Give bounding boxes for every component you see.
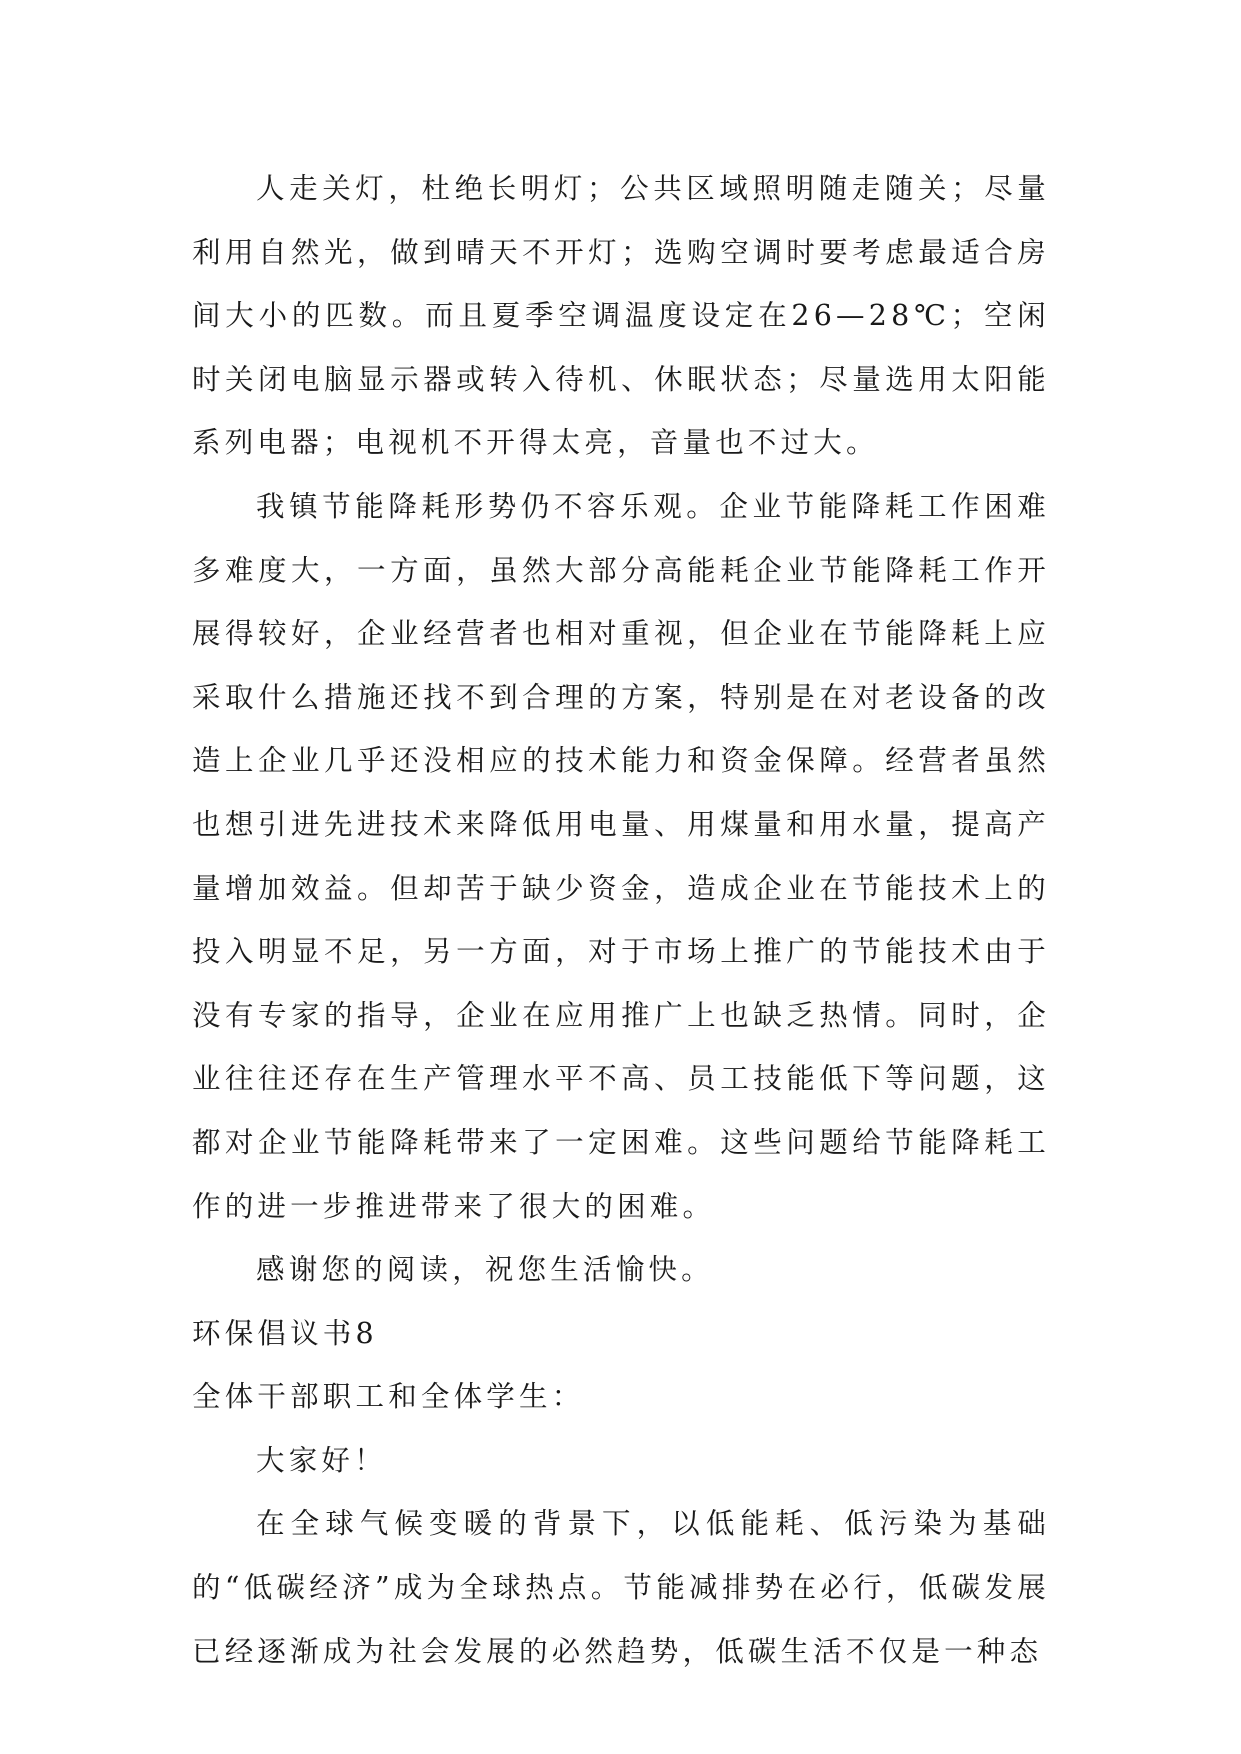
document-page [192, 157, 1050, 1683]
section-heading: 环保倡议书8 [192, 1316, 378, 1350]
greeting: 大家好！ [256, 1443, 387, 1477]
paragraph-town-energy-situation: 我镇节能降耗形势仍不容乐观。企业节能降耗工作困难多难度大，一方面，虽然大部分高能耗企业节能降耗工作开展得较好，企业经营者也相对重视，但企业在节能降耗上应采取什么措施还找不到合理的方案，特别是在对老设备的改造上企业几乎还没相应的技术能力和资金保障。经营者虽然也想引进先进技术来降低用电量、用煤量和用水量，提高产量增加效益。但却苦于缺少资金，造成企业在节能技术上的投入明显不足，另一方面，对于市场上推广的节能技术由于没有专家的指导，企业在应用推广上也缺乏热情。同时，企业往往还存在生产管理水平不高、员工技能低下等问题，这都对企业节能降耗带来了一定困难。这些问题给节能降耗工作的进一步推进带来了很大的困难。 [192, 489, 1050, 1223]
salutation-recipients: 全体干部职工和全体学生： [192, 1380, 585, 1414]
paragraph-energy-saving-tips: 人走关灯，杜绝长明灯；公共区域照明随走随关；尽量利用自然光，做到晴天不开灯；选购空调时要考虑最适合房间大小的匹数。而且夏季空调温度设定在26—28℃；空闲时关闭电脑显示器或转入待机、休眠状态；尽量选用太阳能系列电器；电视机不开得太亮，音量也不过大。 [192, 172, 1050, 460]
paragraph-closing-thanks: 感谢您的阅读，祝您生活愉快。 [256, 1253, 714, 1287]
paragraph-low-carbon-intro: 在全球气候变暖的背景下，以低能耗、低污染为基础的“低碳经济”成为全球热点。节能减排势在必行，低碳发展已经逐渐成为社会发展的必然趋势，低碳生活不仅是一种态 [192, 1507, 1050, 1668]
